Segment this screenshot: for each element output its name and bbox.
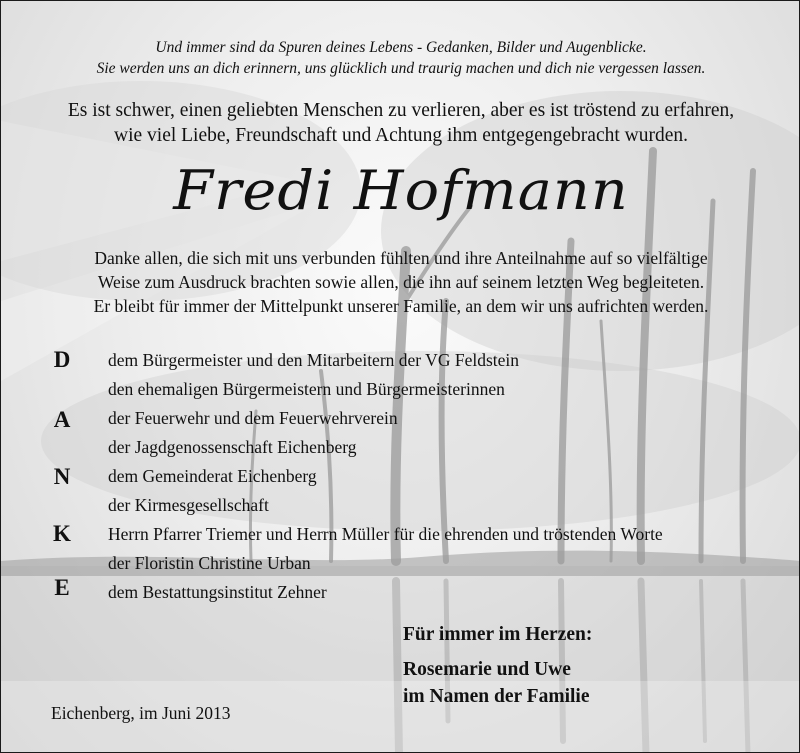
danke-letter: N (53, 464, 71, 489)
danke-letter: K (53, 521, 71, 546)
intro-line: Es ist schwer, einen geliebten Menschen zu verlieren, aber es ist tröstend zu erfahren, (67, 100, 735, 121)
thanks-text (1, 246, 800, 318)
list-item: dem Gemeinderat Eichenberg (108, 466, 317, 486)
poem-line: Und immer sind da Spuren deines Lebens - Gedanken, Bilder und Augenblicke. (155, 39, 647, 56)
thanks-line: Danke allen, die sich mit uns verbunden fühlten und ihre Anteilnahme auf so vielfältige (94, 248, 708, 268)
family-signature (403, 621, 592, 710)
signature-line: Rosemarie und Uwe (403, 659, 571, 680)
signature-line: Für immer im Herzen: (403, 624, 593, 645)
danke-letter: A (53, 407, 71, 432)
list-item: dem Bürgermeister und den Mitarbeitern der VG Feldstein (108, 350, 519, 370)
place-date: Eichenberg, im Juni 2013 (51, 703, 231, 723)
memorial-poem (1, 37, 800, 79)
list-item: der Kirmesgesellschaft (108, 495, 269, 515)
thanks-line: Er bleibt für immer der Mittelpunkt unserer Familie, an dem wir uns aufrichten werden. (93, 296, 709, 316)
intro-text (1, 98, 800, 148)
danke-recipient-list (108, 346, 788, 607)
signature-line: im Namen der Familie (403, 686, 590, 707)
list-item: Herrn Pfarrer Triemer und Herrn Müller für die ehrenden und tröstenden Worte (108, 524, 663, 544)
list-item: der Floristin Christine Urban (108, 553, 311, 573)
danke-letter: D (53, 347, 71, 372)
list-item: dem Bestattungsinstitut Zehner (108, 582, 327, 602)
danke-letter: E (54, 575, 70, 600)
thanks-line: Weise zum Ausdruck brachten sowie allen, die ihn auf seinem letzten Weg begleiteten. (97, 272, 705, 292)
list-item: der Jagdgenossenschaft Eichenberg (108, 437, 357, 457)
intro-line: wie viel Liebe, Freundschaft und Achtung ihm entgegengebracht wurden. (114, 125, 688, 146)
deceased-name: Fredi Hofmann (173, 159, 629, 222)
list-item: der Feuerwehr und dem Feuerwehrverein (108, 408, 398, 428)
list-item: den ehemaligen Bürgermeistern und Bürgermeisterinnen (108, 379, 505, 399)
notice-content (1, 1, 800, 753)
poem-line: Sie werden uns an dich erinnern, uns glücklich und traurig machen und dich nie vergessen lassen. (96, 60, 706, 77)
